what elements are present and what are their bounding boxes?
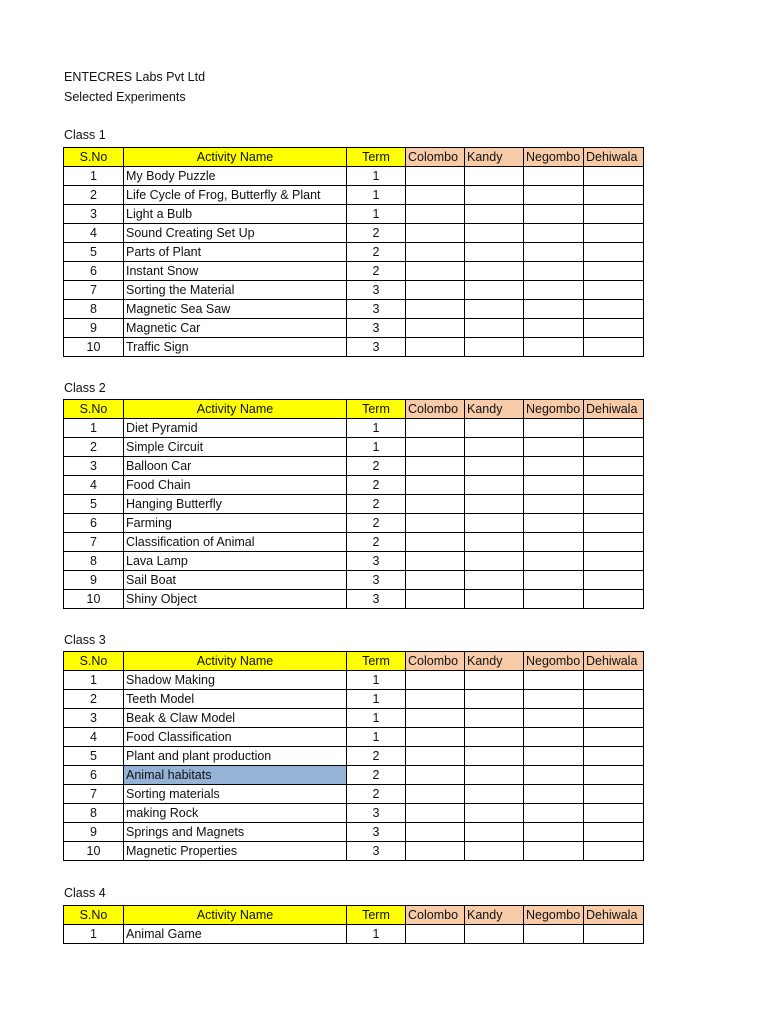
experiments-table — [63, 147, 644, 357]
cell-activity-name[interactable]: Animal Game — [124, 925, 347, 944]
cell-dehiwala[interactable] — [584, 167, 644, 186]
cell-dehiwala[interactable] — [584, 224, 644, 243]
cell-kandy[interactable] — [465, 205, 524, 224]
cell-negombo[interactable] — [524, 571, 584, 590]
cell-kandy[interactable] — [465, 243, 524, 262]
cell-term[interactable]: 2 — [347, 533, 406, 552]
table-row — [64, 533, 644, 552]
cell-dehiwala[interactable] — [584, 747, 644, 766]
table-row — [64, 804, 644, 823]
cell-dehiwala[interactable] — [584, 319, 644, 338]
cell-term[interactable]: 2 — [347, 224, 406, 243]
cell-negombo[interactable] — [524, 205, 584, 224]
cell-colombo[interactable] — [406, 709, 465, 728]
cell-term[interactable]: 1 — [347, 728, 406, 747]
table-row — [64, 438, 644, 457]
header-activity-name: Activity Name — [124, 148, 347, 167]
cell-activity-name[interactable]: Sorting materials — [124, 785, 347, 804]
cell-term[interactable]: 3 — [347, 338, 406, 357]
cell-dehiwala[interactable] — [584, 338, 644, 357]
cell-colombo[interactable] — [406, 747, 465, 766]
cell-kandy[interactable] — [465, 842, 524, 861]
cell-activity-name[interactable]: Animal habitats — [124, 766, 347, 785]
cell-activity-name[interactable]: Food Classification — [124, 728, 347, 747]
cell-activity-name[interactable]: Lava Lamp — [124, 552, 347, 571]
cell-activity-name[interactable]: Sorting the Material — [124, 281, 347, 300]
cell-negombo[interactable] — [524, 552, 584, 571]
header-branch-negombo: Negombo — [524, 400, 584, 419]
cell-colombo[interactable] — [406, 842, 465, 861]
cell-sno[interactable]: 7 — [64, 281, 124, 300]
table-row — [64, 785, 644, 804]
cell-sno[interactable]: 8 — [64, 552, 124, 571]
cell-kandy[interactable] — [465, 533, 524, 552]
cell-negombo[interactable] — [524, 438, 584, 457]
table-row — [64, 571, 644, 590]
experiments-table — [63, 651, 644, 861]
cell-activity-name[interactable]: Food Chain — [124, 476, 347, 495]
cell-sno[interactable]: 6 — [64, 262, 124, 281]
cell-sno[interactable]: 7 — [64, 533, 124, 552]
cell-term[interactable]: 3 — [347, 552, 406, 571]
cell-negombo[interactable] — [524, 671, 584, 690]
cell-activity-name[interactable]: My Body Puzzle — [124, 167, 347, 186]
cell-negombo[interactable] — [524, 167, 584, 186]
cell-negombo[interactable] — [524, 338, 584, 357]
cell-sno[interactable]: 3 — [64, 205, 124, 224]
cell-term[interactable]: 2 — [347, 495, 406, 514]
table-row — [64, 186, 644, 205]
header-term: Term — [347, 400, 406, 419]
cell-dehiwala[interactable] — [584, 728, 644, 747]
cell-dehiwala[interactable] — [584, 785, 644, 804]
header-branch-dehiwala: Dehiwala — [584, 906, 644, 925]
cell-negombo[interactable] — [524, 823, 584, 842]
header-sno: S.No — [64, 906, 124, 925]
cell-term[interactable]: 3 — [347, 319, 406, 338]
cell-colombo[interactable] — [406, 728, 465, 747]
cell-sno[interactable]: 1 — [64, 925, 124, 944]
cell-kandy[interactable] — [465, 747, 524, 766]
table-row — [64, 728, 644, 747]
cell-term[interactable]: 1 — [347, 205, 406, 224]
cell-activity-name[interactable]: making Rock — [124, 804, 347, 823]
cell-negombo[interactable] — [524, 514, 584, 533]
cell-dehiwala[interactable] — [584, 590, 644, 609]
cell-dehiwala[interactable] — [584, 495, 644, 514]
header-branch-colombo: Colombo — [406, 906, 465, 925]
cell-term[interactable]: 1 — [347, 438, 406, 457]
header-branch-dehiwala: Dehiwala — [584, 400, 644, 419]
cell-term[interactable]: 2 — [347, 476, 406, 495]
cell-sno[interactable]: 8 — [64, 300, 124, 319]
cell-dehiwala[interactable] — [584, 205, 644, 224]
cell-negombo[interactable] — [524, 925, 584, 944]
cell-negombo[interactable] — [524, 590, 584, 609]
cell-dehiwala[interactable] — [584, 300, 644, 319]
cell-sno[interactable]: 6 — [64, 766, 124, 785]
table-row — [64, 167, 644, 186]
cell-kandy[interactable] — [465, 224, 524, 243]
header-branch-negombo: Negombo — [524, 652, 584, 671]
cell-negombo[interactable] — [524, 842, 584, 861]
cell-dehiwala[interactable] — [584, 243, 644, 262]
cell-sno[interactable]: 5 — [64, 747, 124, 766]
cell-activity-name[interactable]: Traffic Sign — [124, 338, 347, 357]
table-row — [64, 842, 644, 861]
cell-colombo[interactable] — [406, 476, 465, 495]
cell-dehiwala[interactable] — [584, 766, 644, 785]
cell-kandy[interactable] — [465, 690, 524, 709]
cell-kandy[interactable] — [465, 671, 524, 690]
cell-colombo[interactable] — [406, 338, 465, 357]
cell-kandy[interactable] — [465, 338, 524, 357]
cell-negombo[interactable] — [524, 728, 584, 747]
cell-negombo[interactable] — [524, 224, 584, 243]
cell-colombo[interactable] — [406, 533, 465, 552]
header-term: Term — [347, 148, 406, 167]
cell-sno[interactable]: 1 — [64, 167, 124, 186]
table-row — [64, 338, 644, 357]
cell-kandy[interactable] — [465, 300, 524, 319]
table-row — [64, 300, 644, 319]
cell-colombo[interactable] — [406, 186, 465, 205]
header-branch-dehiwala: Dehiwala — [584, 148, 644, 167]
cell-dehiwala[interactable] — [584, 925, 644, 944]
cell-activity-name[interactable]: Sound Creating Set Up — [124, 224, 347, 243]
cell-colombo[interactable] — [406, 552, 465, 571]
cell-negombo[interactable] — [524, 690, 584, 709]
cell-dehiwala[interactable] — [584, 671, 644, 690]
cell-term[interactable]: 3 — [347, 823, 406, 842]
cell-kandy[interactable] — [465, 571, 524, 590]
cell-sno[interactable]: 8 — [64, 804, 124, 823]
table-row — [64, 552, 644, 571]
cell-sno[interactable]: 2 — [64, 690, 124, 709]
cell-colombo[interactable] — [406, 690, 465, 709]
cell-kandy[interactable] — [465, 419, 524, 438]
header-branch-negombo: Negombo — [524, 148, 584, 167]
cell-dehiwala[interactable] — [584, 457, 644, 476]
cell-negombo[interactable] — [524, 709, 584, 728]
cell-dehiwala[interactable] — [584, 842, 644, 861]
cell-negombo[interactable] — [524, 747, 584, 766]
company-name: ENTECRES Labs Pvt Ltd — [64, 70, 206, 84]
cell-term[interactable]: 1 — [347, 925, 406, 944]
cell-activity-name[interactable]: Parts of Plant — [124, 243, 347, 262]
cell-term[interactable]: 2 — [347, 243, 406, 262]
cell-term[interactable]: 2 — [347, 262, 406, 281]
cell-colombo[interactable] — [406, 571, 465, 590]
cell-term[interactable]: 3 — [347, 804, 406, 823]
header-activity-name: Activity Name — [124, 400, 347, 419]
cell-colombo[interactable] — [406, 243, 465, 262]
cell-term[interactable]: 1 — [347, 186, 406, 205]
header-sno: S.No — [64, 652, 124, 671]
cell-activity-name[interactable]: Diet Pyramid — [124, 419, 347, 438]
header-branch-dehiwala: Dehiwala — [584, 652, 644, 671]
cell-kandy[interactable] — [465, 709, 524, 728]
cell-colombo[interactable] — [406, 262, 465, 281]
cell-colombo[interactable] — [406, 671, 465, 690]
header-branch-kandy: Kandy — [465, 400, 524, 419]
table-row — [64, 671, 644, 690]
experiments-table — [63, 905, 644, 944]
cell-negombo[interactable] — [524, 419, 584, 438]
cell-sno[interactable]: 4 — [64, 476, 124, 495]
table-row — [64, 925, 644, 944]
cell-activity-name[interactable]: Plant and plant production — [124, 747, 347, 766]
cell-activity-name[interactable]: Magnetic Car — [124, 319, 347, 338]
cell-dehiwala[interactable] — [584, 823, 644, 842]
cell-kandy[interactable] — [465, 262, 524, 281]
cell-kandy[interactable] — [465, 167, 524, 186]
cell-sno[interactable]: 2 — [64, 438, 124, 457]
cell-activity-name[interactable]: Teeth Model — [124, 690, 347, 709]
cell-kandy[interactable] — [465, 925, 524, 944]
cell-sno[interactable]: 2 — [64, 186, 124, 205]
cell-sno[interactable]: 10 — [64, 842, 124, 861]
cell-colombo[interactable] — [406, 224, 465, 243]
cell-activity-name[interactable]: Shadow Making — [124, 671, 347, 690]
header-term: Term — [347, 652, 406, 671]
header-activity-name: Activity Name — [124, 652, 347, 671]
cell-sno[interactable]: 4 — [64, 728, 124, 747]
header-branch-negombo: Negombo — [524, 906, 584, 925]
cell-activity-name[interactable]: Instant Snow — [124, 262, 347, 281]
cell-sno[interactable]: 3 — [64, 457, 124, 476]
cell-colombo[interactable] — [406, 823, 465, 842]
cell-dehiwala[interactable] — [584, 571, 644, 590]
cell-kandy[interactable] — [465, 186, 524, 205]
cell-term[interactable]: 3 — [347, 300, 406, 319]
table-row — [64, 476, 644, 495]
cell-activity-name[interactable]: Farming — [124, 514, 347, 533]
table-row — [64, 457, 644, 476]
header-branch-colombo: Colombo — [406, 652, 465, 671]
cell-colombo[interactable] — [406, 590, 465, 609]
cell-activity-name[interactable]: Beak & Claw Model — [124, 709, 347, 728]
cell-kandy[interactable] — [465, 590, 524, 609]
header-branch-colombo: Colombo — [406, 400, 465, 419]
header-term: Term — [347, 906, 406, 925]
cell-colombo[interactable] — [406, 804, 465, 823]
cell-activity-name[interactable]: Magnetic Sea Saw — [124, 300, 347, 319]
header-branch-kandy: Kandy — [465, 148, 524, 167]
cell-dehiwala[interactable] — [584, 419, 644, 438]
class-label: Class 3 — [64, 633, 106, 647]
cell-negombo[interactable] — [524, 804, 584, 823]
cell-sno[interactable]: 4 — [64, 224, 124, 243]
cell-negombo[interactable] — [524, 785, 584, 804]
cell-term[interactable]: 2 — [347, 457, 406, 476]
cell-sno[interactable]: 5 — [64, 243, 124, 262]
cell-kandy[interactable] — [465, 514, 524, 533]
table-header-row — [64, 400, 644, 419]
cell-dehiwala[interactable] — [584, 552, 644, 571]
cell-negombo[interactable] — [524, 319, 584, 338]
cell-term[interactable]: 1 — [347, 690, 406, 709]
cell-sno[interactable]: 5 — [64, 495, 124, 514]
cell-kandy[interactable] — [465, 785, 524, 804]
cell-dehiwala[interactable] — [584, 533, 644, 552]
cell-negombo[interactable] — [524, 300, 584, 319]
table-row — [64, 823, 644, 842]
cell-sno[interactable]: 1 — [64, 419, 124, 438]
cell-activity-name[interactable]: Hanging Butterfly — [124, 495, 347, 514]
cell-colombo[interactable] — [406, 319, 465, 338]
header-branch-colombo: Colombo — [406, 148, 465, 167]
table-row — [64, 419, 644, 438]
header-sno: S.No — [64, 148, 124, 167]
class-label: Class 2 — [64, 381, 106, 395]
table-row — [64, 243, 644, 262]
header-activity-name: Activity Name — [124, 906, 347, 925]
cell-sno[interactable]: 1 — [64, 671, 124, 690]
cell-kandy[interactable] — [465, 804, 524, 823]
table-row — [64, 281, 644, 300]
table-row — [64, 514, 644, 533]
cell-activity-name[interactable]: Magnetic Properties — [124, 842, 347, 861]
cell-dehiwala[interactable] — [584, 262, 644, 281]
cell-negombo[interactable] — [524, 457, 584, 476]
table-row — [64, 319, 644, 338]
class-label: Class 1 — [64, 128, 106, 142]
table-row — [64, 709, 644, 728]
cell-dehiwala[interactable] — [584, 186, 644, 205]
cell-colombo[interactable] — [406, 766, 465, 785]
cell-term[interactable]: 3 — [347, 842, 406, 861]
cell-kandy[interactable] — [465, 281, 524, 300]
cell-term[interactable]: 2 — [347, 785, 406, 804]
header-branch-kandy: Kandy — [465, 906, 524, 925]
table-row — [64, 262, 644, 281]
cell-sno[interactable]: 10 — [64, 338, 124, 357]
cell-negombo[interactable] — [524, 766, 584, 785]
cell-colombo[interactable] — [406, 785, 465, 804]
cell-dehiwala[interactable] — [584, 690, 644, 709]
cell-colombo[interactable] — [406, 300, 465, 319]
cell-dehiwala[interactable] — [584, 709, 644, 728]
cell-term[interactable]: 1 — [347, 709, 406, 728]
cell-activity-name[interactable]: Sail Boat — [124, 571, 347, 590]
cell-kandy[interactable] — [465, 457, 524, 476]
table-row — [64, 495, 644, 514]
cell-dehiwala[interactable] — [584, 281, 644, 300]
cell-kandy[interactable] — [465, 476, 524, 495]
header-branch-kandy: Kandy — [465, 652, 524, 671]
cell-activity-name[interactable]: Springs and Magnets — [124, 823, 347, 842]
cell-colombo[interactable] — [406, 281, 465, 300]
class-label: Class 4 — [64, 886, 106, 900]
cell-term[interactable]: 1 — [347, 167, 406, 186]
cell-dehiwala[interactable] — [584, 476, 644, 495]
document-subtitle: Selected Experiments — [64, 90, 186, 104]
cell-kandy[interactable] — [465, 319, 524, 338]
cell-term[interactable]: 2 — [347, 514, 406, 533]
cell-sno[interactable]: 7 — [64, 785, 124, 804]
cell-sno[interactable]: 6 — [64, 514, 124, 533]
cell-dehiwala[interactable] — [584, 804, 644, 823]
cell-sno[interactable]: 9 — [64, 823, 124, 842]
header-sno: S.No — [64, 400, 124, 419]
cell-dehiwala[interactable] — [584, 514, 644, 533]
cell-term[interactable]: 2 — [347, 747, 406, 766]
table-row — [64, 205, 644, 224]
cell-dehiwala[interactable] — [584, 438, 644, 457]
cell-colombo[interactable] — [406, 495, 465, 514]
cell-negombo[interactable] — [524, 533, 584, 552]
cell-negombo[interactable] — [524, 243, 584, 262]
cell-kandy[interactable] — [465, 552, 524, 571]
cell-term[interactable]: 1 — [347, 419, 406, 438]
cell-term[interactable]: 3 — [347, 281, 406, 300]
cell-negombo[interactable] — [524, 186, 584, 205]
cell-colombo[interactable] — [406, 457, 465, 476]
cell-colombo[interactable] — [406, 205, 465, 224]
cell-kandy[interactable] — [465, 495, 524, 514]
cell-term[interactable]: 3 — [347, 571, 406, 590]
table-header-row — [64, 906, 644, 925]
cell-negombo[interactable] — [524, 495, 584, 514]
experiments-table — [63, 399, 644, 609]
cell-term[interactable]: 3 — [347, 590, 406, 609]
table-row — [64, 766, 644, 785]
cell-kandy[interactable] — [465, 438, 524, 457]
cell-term[interactable]: 1 — [347, 671, 406, 690]
cell-negombo[interactable] — [524, 476, 584, 495]
cell-sno[interactable]: 9 — [64, 571, 124, 590]
cell-kandy[interactable] — [465, 823, 524, 842]
cell-sno[interactable]: 3 — [64, 709, 124, 728]
table-row — [64, 747, 644, 766]
cell-activity-name[interactable]: Light a Bulb — [124, 205, 347, 224]
cell-activity-name[interactable]: Life Cycle of Frog, Butterfly & Plant — [124, 186, 347, 205]
cell-colombo[interactable] — [406, 925, 465, 944]
cell-sno[interactable]: 10 — [64, 590, 124, 609]
cell-kandy[interactable] — [465, 728, 524, 747]
cell-term[interactable]: 2 — [347, 766, 406, 785]
table-header-row — [64, 652, 644, 671]
cell-kandy[interactable] — [465, 766, 524, 785]
cell-activity-name[interactable]: Classification of Animal — [124, 533, 347, 552]
cell-colombo[interactable] — [406, 438, 465, 457]
table-row — [64, 224, 644, 243]
cell-colombo[interactable] — [406, 419, 465, 438]
table-row — [64, 590, 644, 609]
cell-activity-name[interactable]: Shiny Object — [124, 590, 347, 609]
cell-colombo[interactable] — [406, 167, 465, 186]
cell-negombo[interactable] — [524, 262, 584, 281]
cell-sno[interactable]: 9 — [64, 319, 124, 338]
cell-colombo[interactable] — [406, 514, 465, 533]
cell-activity-name[interactable]: Simple Circuit — [124, 438, 347, 457]
table-row — [64, 690, 644, 709]
cell-activity-name[interactable]: Balloon Car — [124, 457, 347, 476]
table-header-row — [64, 148, 644, 167]
cell-negombo[interactable] — [524, 281, 584, 300]
